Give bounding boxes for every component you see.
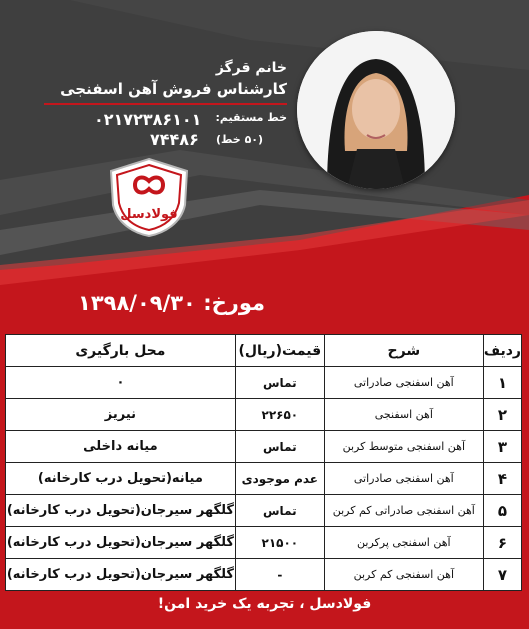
table-row [6, 399, 522, 431]
divider [44, 103, 287, 105]
table-row [6, 431, 522, 463]
table-row [6, 559, 522, 591]
row-description: آهن اسفنجی صادراتی [324, 463, 483, 495]
date-value: ۱۳۹۸/۰۹/۳۰ [78, 291, 196, 315]
row-price: تماس [235, 495, 324, 527]
row-number: ۴ [483, 463, 521, 495]
direct-line-label: خط مستقیم: [215, 111, 287, 124]
row-loading-place: میانه داخلی [6, 431, 236, 463]
row-loading-place: گلگهر سیرجان(تحویل درب کارخانه) [6, 495, 236, 527]
row-number: ۶ [483, 527, 521, 559]
row-number: ۵ [483, 495, 521, 527]
header-loading-place: محل بارگیری [6, 335, 236, 367]
row-price: - [235, 559, 324, 591]
header-description: شرح [324, 335, 483, 367]
direct-line-number[interactable]: ۰۲۱۷۲۳۸۶۱۰۱ [94, 110, 202, 129]
row-loading-place: میانه(تحویل درب کارخانه) [6, 463, 236, 495]
row-price: عدم موجودی [235, 463, 324, 495]
row-price: تماس [235, 431, 324, 463]
row-description: آهن اسفنجی پرکربن [324, 527, 483, 559]
row-number: ۷ [483, 559, 521, 591]
table-row [6, 463, 522, 495]
date-line [78, 291, 265, 315]
row-description: آهن اسفنجی متوسط کربن [324, 431, 483, 463]
header-banner [0, 0, 529, 300]
date-label: مورخ: [203, 291, 265, 315]
row-price: تماس [235, 367, 324, 399]
brand-logo-text: فولادسل [120, 207, 178, 222]
header-row-number: ردیف [483, 335, 521, 367]
table-row [6, 527, 522, 559]
price-table [5, 334, 522, 591]
row-number: ۲ [483, 399, 521, 431]
row-loading-place: گلگهر سیرجان(تحویل درب کارخانه) [6, 527, 236, 559]
row-number: ۱ [483, 367, 521, 399]
row-price: ۲۱۵۰۰ [235, 527, 324, 559]
row-number: ۳ [483, 431, 521, 463]
header-price: قیمت(ریال) [235, 335, 324, 367]
row-description: آهن اسفنجی صادراتی کم کربن [324, 495, 483, 527]
row-loading-place: نیریز [6, 399, 236, 431]
row-price: ۲۲۶۵۰ [235, 399, 324, 431]
footer-slogan: فولادسل ، تجربه یک خرید امن! [157, 596, 372, 612]
avatar [297, 31, 455, 189]
row-loading-place: گلگهر سیرجان(تحویل درب کارخانه) [6, 559, 236, 591]
line-count: (۵۰ خط) [216, 133, 264, 146]
row-description: آهن اسفنجی کم کربن [324, 559, 483, 591]
contact-role: کارشناس فروش آهن اسفنجی [60, 80, 287, 98]
table-header-row [6, 335, 522, 367]
table-row [6, 495, 522, 527]
table-row [6, 367, 522, 399]
brand-logo [105, 157, 193, 237]
row-loading-place: ۰ [6, 367, 236, 399]
row-description: آهن اسفنجی صادراتی [324, 367, 483, 399]
contact-name: خانم قرگز [215, 60, 287, 76]
row-description: آهن اسفنجی [324, 399, 483, 431]
extension-number: ۷۴۴۸۶ [150, 130, 199, 149]
